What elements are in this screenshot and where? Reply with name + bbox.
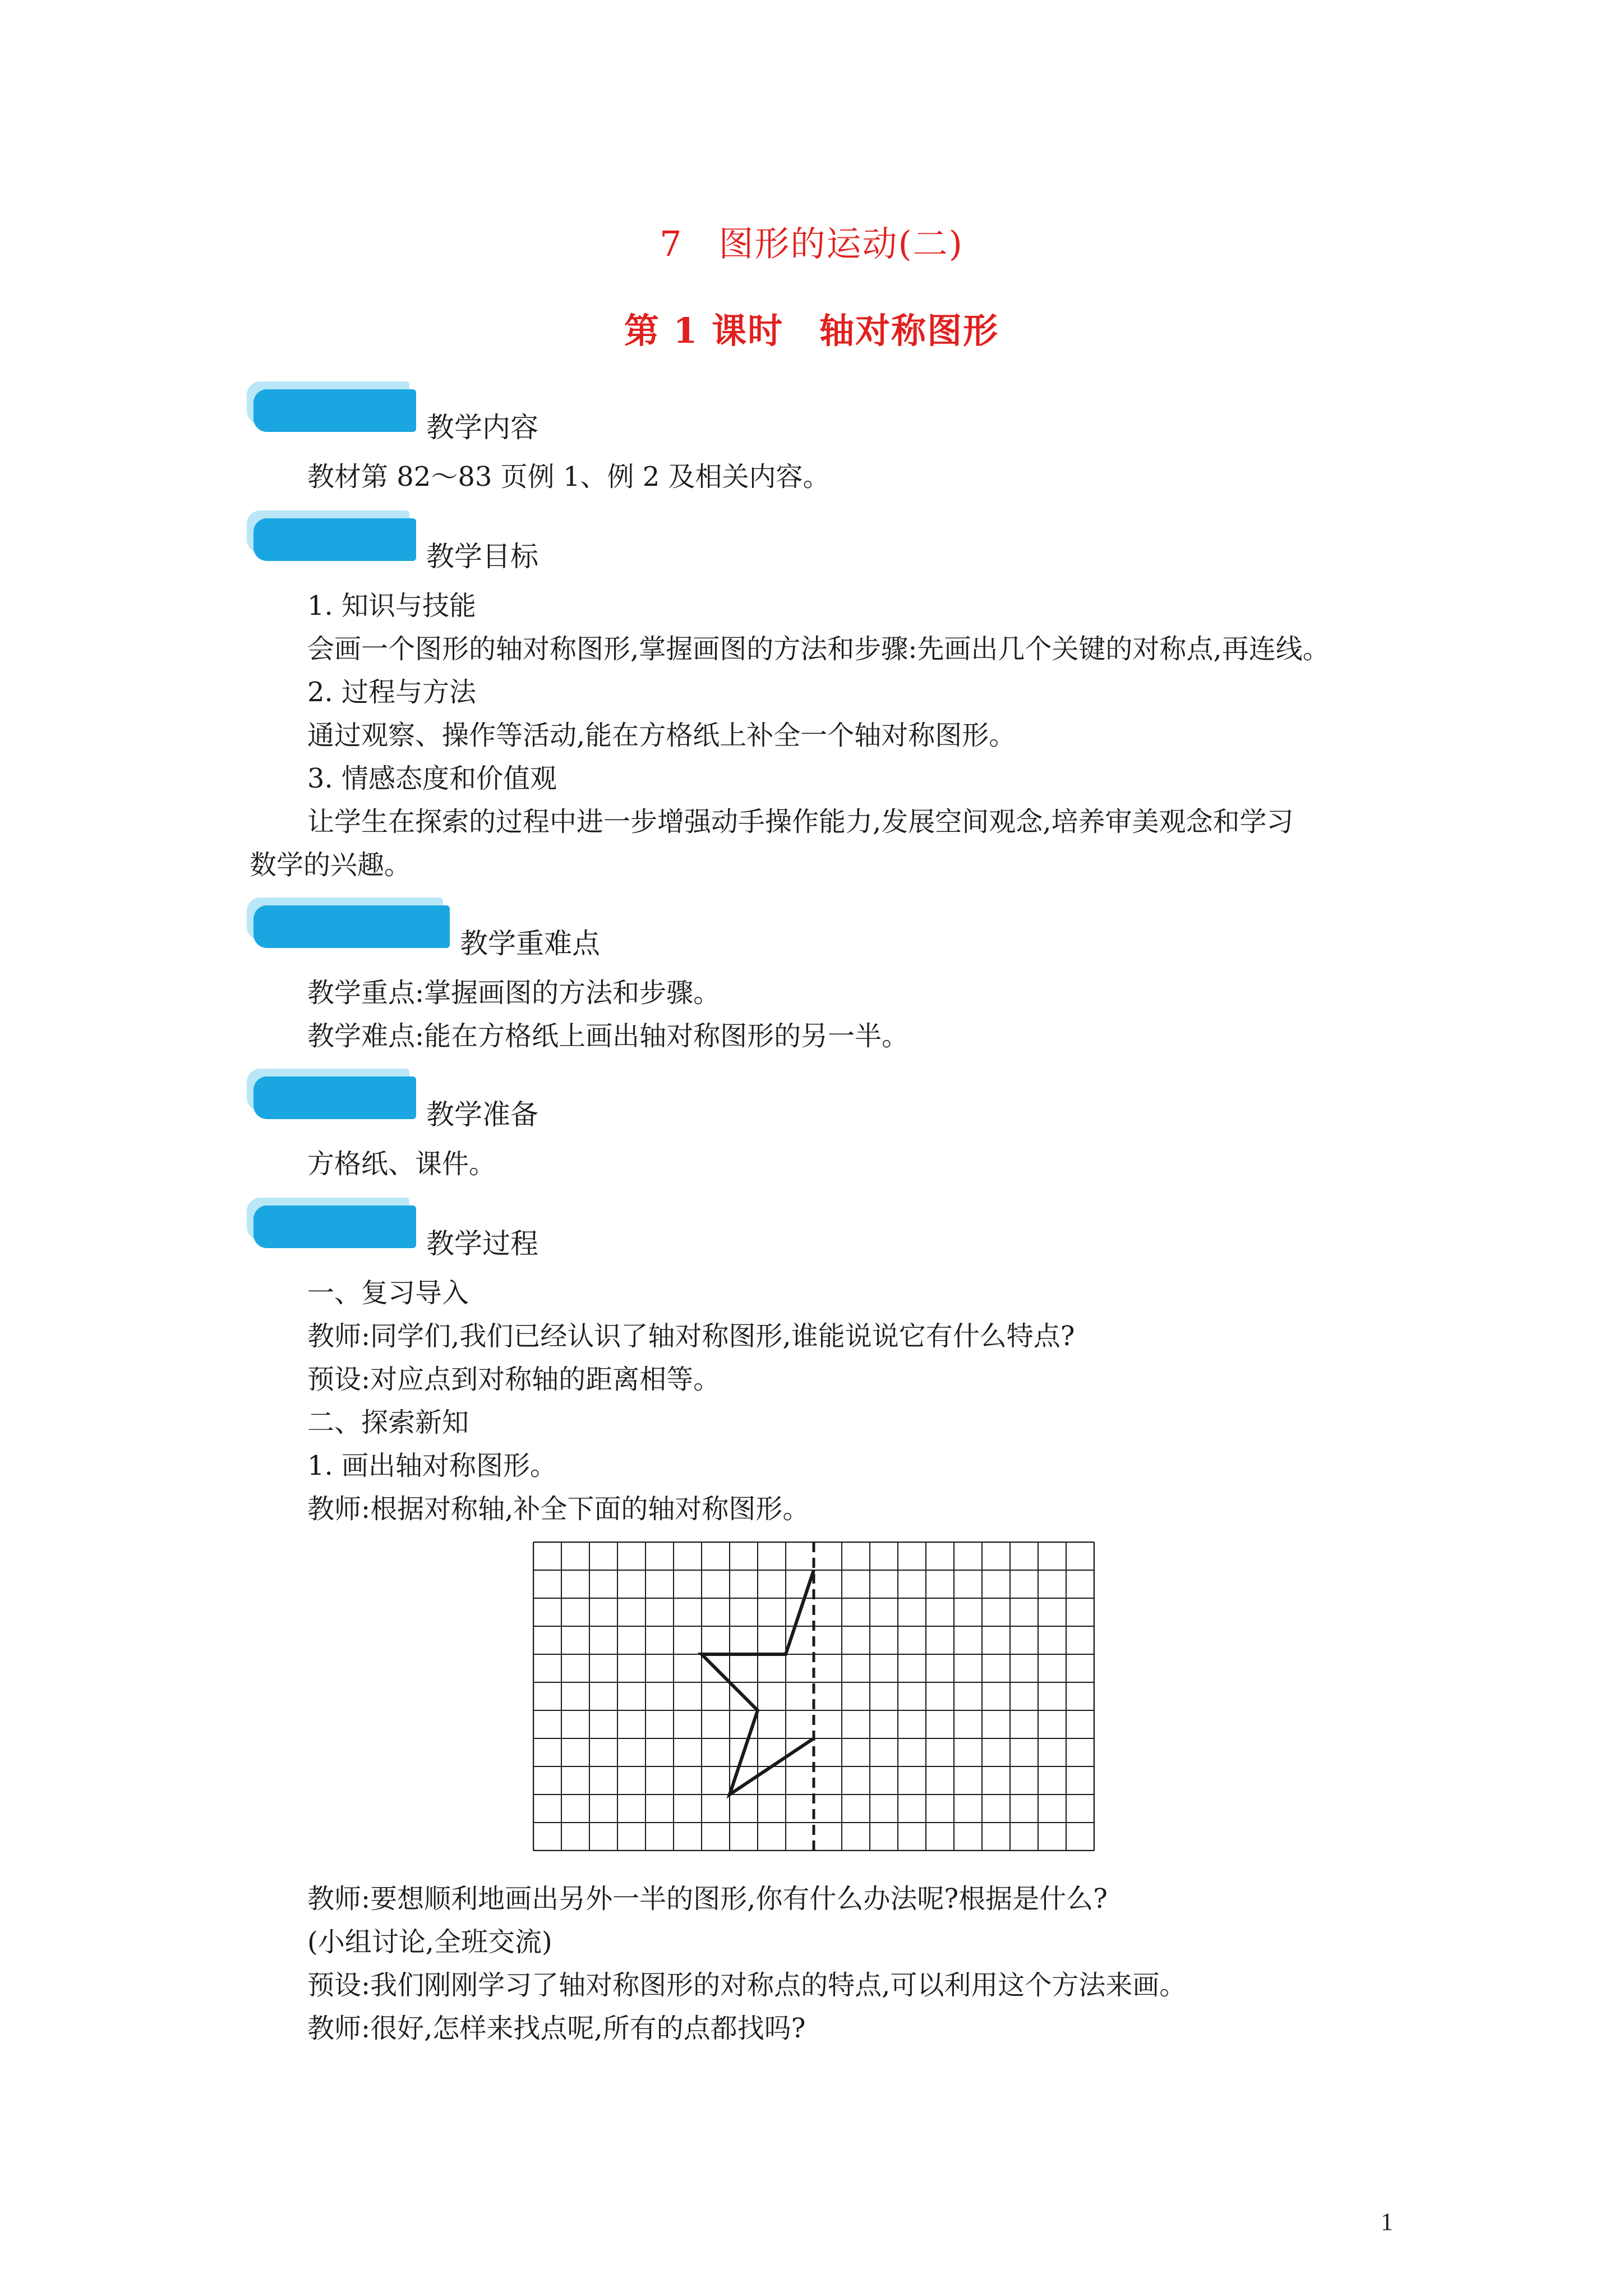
section-label-process: 教学过程 (426, 1227, 538, 1260)
page-number: 1 (1381, 2208, 1393, 2235)
section-label-goals: 教学目标 (426, 540, 538, 573)
goals-line: 通过观察、操作等活动,能在方格纸上补全一个轴对称图形。 (307, 720, 1016, 751)
section-label-content: 教学内容 (426, 411, 538, 444)
process-line: 预设:我们刚刚学习了轴对称图形的对称点的特点,可以利用这个方法来画。 (307, 1970, 1187, 2001)
section-badge-key-points (247, 898, 454, 948)
goals-line: 会画一个图形的轴对称图形,掌握画图的方法和步骤:先画出几个关键的对称点,再连线。 (307, 633, 1330, 665)
process-line: 教师:同学们,我们已经认识了轴对称图形,谁能说说它有什么特点? (307, 1320, 1075, 1352)
process-line: 1. 画出轴对称图形。 (307, 1450, 557, 1481)
section-badge-goals (247, 510, 421, 561)
key-point-line: 教学难点:能在方格纸上画出轴对称图形的另一半。 (307, 1020, 909, 1052)
goals-line: 让学生在探索的过程中进一步增强动手操作能力,发展空间观念,培养审美观念和学习 (307, 806, 1294, 838)
section-label-prep: 教学准备 (426, 1098, 538, 1131)
process-line: 教师:要想顺利地画出另外一半的图形,你有什么办法呢?根据是什么? (307, 1883, 1108, 1915)
prep-line: 方格纸、课件。 (307, 1148, 496, 1180)
goals-line: 数学的兴趣。 (250, 849, 412, 881)
chapter-title: 7 图形的运动(二) (660, 223, 963, 264)
key-point-line: 教学重点:掌握画图的方法和步骤。 (307, 977, 721, 1009)
section-badge-process (247, 1198, 421, 1248)
process-line: 二、探索新知 (307, 1407, 469, 1438)
process-line: 教师:很好,怎样来找点呢,所有的点都找吗? (307, 2013, 806, 2044)
process-line: (小组讨论,全班交流) (307, 1926, 552, 1958)
section-badge-content (247, 381, 421, 432)
process-line: 教师:根据对称轴,补全下面的轴对称图形。 (307, 1493, 810, 1525)
content-line: 教材第 82～83 页例 1、例 2 及相关内容。 (307, 461, 830, 493)
process-line: 预设:对应点到对称轴的距离相等。 (307, 1364, 721, 1395)
goals-line: 1. 知识与技能 (307, 590, 477, 622)
goals-line: 3. 情感态度和价值观 (307, 763, 557, 794)
lesson-title: 第 1 课时 轴对称图形 (624, 310, 999, 351)
section-label-key-points: 教学重难点 (460, 927, 600, 960)
goals-line: 2. 过程与方法 (307, 677, 477, 708)
symmetry-grid-figure (533, 1542, 1095, 1851)
section-badge-prep (247, 1069, 421, 1119)
process-line: 一、复习导入 (307, 1277, 469, 1309)
